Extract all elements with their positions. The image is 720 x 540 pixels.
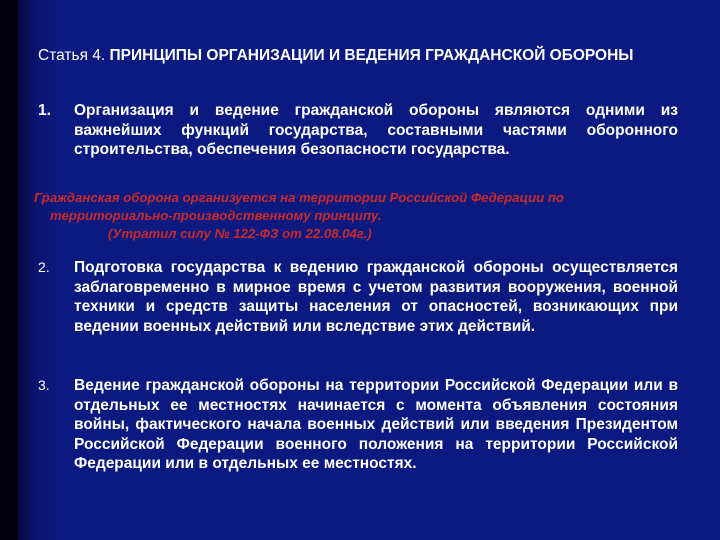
note-line-2: территориально-производственному принципу. (50, 208, 382, 223)
note-line-3: (Утратил силу № 122-ФЗ от 22.08.04г.) (108, 226, 372, 241)
left-dark-band (0, 0, 18, 540)
item-text: Организация и ведение гражданской обороны являются одними из важнейших функций государства, составными частями оборонного строительства, обеспечения безопасности государства. (74, 102, 678, 158)
article-label: Статья 4. (38, 47, 106, 64)
item-text: Подготовка государства к ведению гражданской обороны осуществляется заблаговременно в мирное время с учетом развития вооружения, военной техники и средств защиты населения от опасностей, возникающих при ведении военных действий или вследствие этих действий. (74, 259, 678, 335)
item-text: Ведение гражданской обороны на территории Российской Федерации или в отдельных ее местностях начинается с момента объявления состояния войны, фактического начала военных действий или введения Президентом Российской Федерации военного положения на территории Российской Федерации или в отдельных ее местностях. (74, 377, 678, 472)
item-number: 1. (38, 102, 51, 119)
item-number: 3. (38, 377, 50, 393)
list-item-2 (38, 258, 678, 336)
list-item-3 (38, 376, 678, 474)
note-line-1: Гражданская оборона организуется на территории Российской Федерации по (34, 190, 564, 205)
article-title: ПРИНЦИПЫ ОРГАНИЗАЦИИ И ВЕДЕНИЯ ГРАЖДАНСКОЙ ОБОРОНЫ (109, 47, 634, 64)
item-number: 2. (38, 259, 50, 275)
list-item-1 (38, 101, 678, 160)
article-heading (38, 45, 678, 66)
repealed-note (34, 189, 678, 243)
